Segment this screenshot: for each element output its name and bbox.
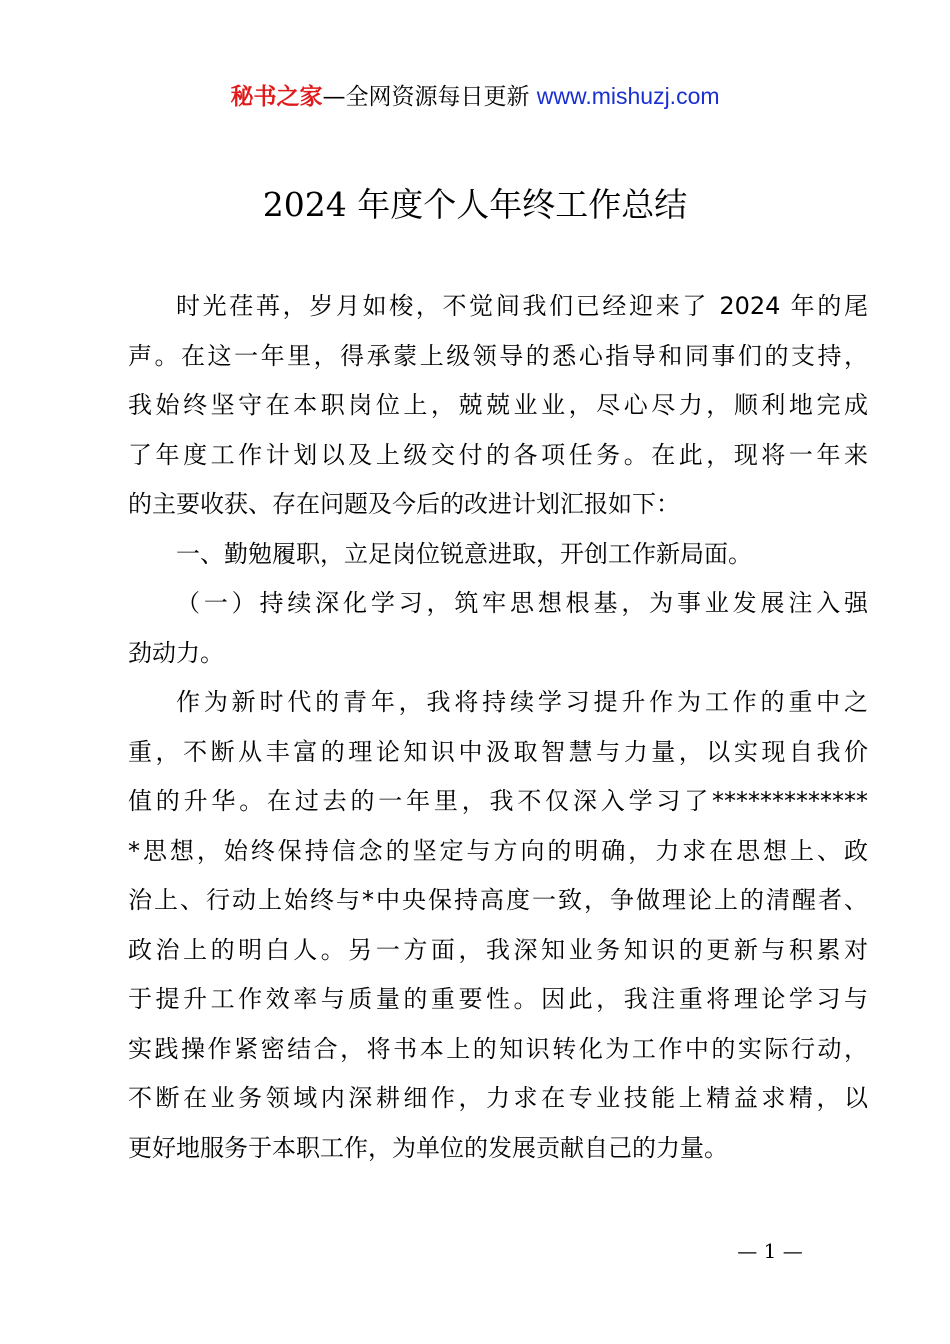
site-tagline: —全网资源每日更新: [322, 84, 537, 110]
paragraph-line: 更好地服务于本职工作，为单位的发展贡献自己的力量。: [128, 1133, 728, 1162]
paragraph-line: *思想，始终保持信念的坚定与方向的明确，力求在思想上、政: [128, 836, 868, 865]
paragraph-line: 时光荏苒，岁月如梭，不觉间我们已经迎来了 2024 年的尾: [176, 292, 868, 320]
paragraph-line: 了年度工作计划以及上级交付的各项任务。在此，现将一年来: [128, 440, 868, 469]
paragraph-line: 作为新时代的青年，我将持续学习提升作为工作的重中之: [176, 688, 868, 716]
page-number: — 1 —: [737, 1239, 803, 1263]
subsection-heading: （一）持续深化学习，筑牢思想根基，为事业发展注入强: [176, 589, 868, 617]
paragraph-line: 值的升华。在过去的一年里，我不仅深入学习了*************: [128, 787, 868, 815]
paragraph-line: 不断在业务领域内深耕细作，力求在专业技能上精益求精，以: [128, 1084, 868, 1112]
site-url-link[interactable]: www.mishuzj.com: [536, 83, 720, 109]
site-header: [0, 80, 950, 113]
document-body: [128, 282, 868, 1173]
subsection-heading: 劲动力。: [128, 638, 224, 667]
paragraph-line: 我始终坚守在本职岗位上，兢兢业业，尽心尽力，顺利地完成: [128, 391, 868, 419]
paragraph-line: 声。在这一年里，得承蒙上级领导的悉心指导和同事们的支持，: [128, 341, 868, 370]
paragraph-line: 政治上的明白人。另一方面，我深知业务知识的更新与积累对: [128, 935, 868, 964]
document-title: 2024 年度个人年终工作总结: [262, 185, 688, 224]
paragraph-line: 实践操作紧密结合，将书本上的知识转化为工作中的实际行动，: [128, 1034, 868, 1063]
paragraph-line: 治上、行动上始终与*中央保持高度一致，争做理论上的清醒者、: [128, 886, 868, 914]
section-heading: 一、勤勉履职，立足岗位锐意进取，开创工作新局面。: [176, 539, 752, 568]
paragraph-line: 的主要收获、存在问题及今后的改进计划汇报如下：: [128, 490, 680, 518]
site-brand: 秘书之家: [230, 84, 323, 110]
paragraph-line: 于提升工作效率与质量的重要性。因此，我注重将理论学习与: [128, 985, 868, 1013]
paragraph-line: 重，不断从丰富的理论知识中汲取智慧与力量，以实现自我价: [128, 737, 868, 766]
